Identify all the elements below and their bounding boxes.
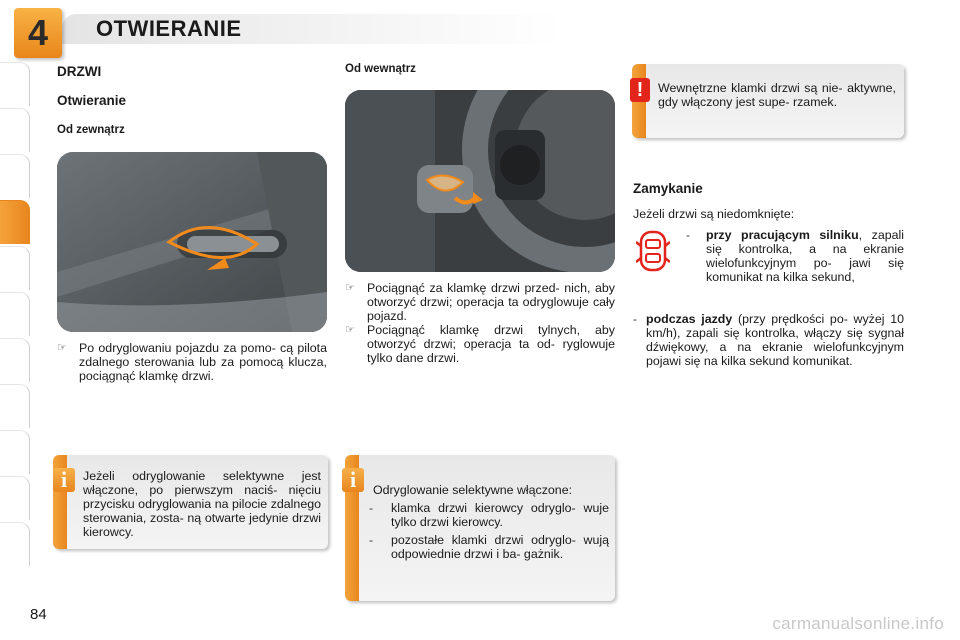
side-tab-1[interactable]	[0, 62, 30, 106]
dash-marker: -	[369, 501, 373, 515]
inside-bullet-front	[345, 281, 615, 323]
closing-item-driving-text: (przy prędkości po- wyżej 10 km/h), zapali się kontrolka, włączy się sygnał dźwiękowy, a na ekranie wielofunkcyjnym pojawi się na kilka sekund komunikat.	[646, 312, 904, 368]
closing-item-driving	[633, 312, 904, 368]
page-title: OTWIERANIE	[96, 16, 242, 41]
door-open-warning-icon	[636, 230, 670, 272]
dash-marker: -	[369, 533, 373, 547]
info-item-others	[369, 533, 609, 561]
side-tab-3[interactable]	[0, 154, 30, 198]
exterior-door-handle-image	[57, 152, 327, 332]
pointing-hand-icon: ☞	[345, 282, 355, 294]
side-tab-10[interactable]	[0, 476, 30, 520]
outside-bullet-text: Po odryglowaniu pojazdu za pomo- cą pilota zdalnego sterowania lub za pomocą klucza, pociągnąć klamkę drzwi.	[79, 341, 327, 383]
closing-item-engine	[686, 228, 904, 284]
section-title: DRZWI	[57, 64, 102, 79]
inside-bullet-rear-text: Pociągnąć klamkę drzwi tylnych, aby otworzyć drzwi; operacja ta od- ryglowuje tylko dane drzwi.	[367, 323, 615, 365]
side-tab-2[interactable]	[0, 108, 30, 152]
chapter-number: 4	[27, 12, 49, 53]
chapter-tab	[14, 8, 62, 58]
pointing-hand-icon: ☞	[345, 324, 355, 336]
interior-door-handle-image	[345, 90, 615, 272]
page-number: 84	[30, 606, 47, 623]
info-item-driver-text: klamka drzwi kierowcy odryglo- wuje tylko drzwi kierowcy.	[391, 501, 609, 529]
side-tab-8[interactable]	[0, 384, 30, 428]
inside-bullet-front-text: Pociągnąć za klamkę drzwi przed- nich, aby otworzyć drzwi; operacja ta odryglowuje cały pojazd.	[367, 281, 615, 323]
from-outside-heading: Od zewnątrz	[57, 124, 125, 136]
side-tab-11[interactable]	[0, 522, 30, 566]
info-box-selective	[53, 455, 328, 549]
watermark: carmanualsonline.info	[772, 614, 944, 633]
side-tab-5[interactable]	[0, 246, 30, 290]
side-tab-7[interactable]	[0, 338, 30, 382]
warning-box-superlock	[632, 64, 904, 138]
warning-text: Wewnętrzne klamki drzwi są nie- aktywne, gdy włączony jest supe- rzamek.	[658, 81, 896, 109]
closing-item-driving-bold: podczas jazdy	[646, 312, 733, 326]
door-exterior-illustration	[57, 152, 327, 332]
info-box-selective-enabled	[345, 455, 615, 601]
info-item-driver	[369, 501, 609, 529]
info-box-text: Jeżeli odryglowanie selektywne jest włączone, po pierwszym naciś- nięciu przycisku odryglowania na pilocie zdalnego sterowania, zosta- ną otwarte jedynie drzwi kierowcy.	[83, 469, 321, 539]
door-interior-illustration	[345, 90, 615, 272]
side-tab-4-active[interactable]	[0, 200, 30, 244]
warning-icon: !	[630, 78, 650, 102]
from-inside-heading: Od wewnątrz	[345, 63, 416, 75]
inside-bullet-rear	[345, 323, 615, 365]
outside-bullet	[57, 341, 327, 383]
closing-item-engine-bold: przy pracującym silniku	[706, 228, 859, 242]
closing-intro: Jeżeli drzwi są niedomknięte:	[633, 207, 795, 221]
dash-marker: -	[686, 228, 690, 242]
info-icon: i	[342, 468, 364, 492]
info-item-others-text: pozostałe klamki drzwi odryglo- wują odpowiednie drzwi i ba- gażnik.	[391, 533, 609, 561]
closing-item-engine-text: , zapali się kontrolka, a na ekranie wielofunkcyjnym po- jawi się komunikat na kilka sekund,	[706, 228, 904, 284]
side-tab-9[interactable]	[0, 430, 30, 474]
side-tab-6[interactable]	[0, 292, 30, 336]
dash-marker: -	[633, 312, 637, 326]
info-title: Odryglowanie selektywne włączone:	[373, 483, 573, 497]
closing-title: Zamykanie	[633, 181, 703, 196]
info-icon: i	[53, 468, 75, 492]
pointing-hand-icon: ☞	[57, 342, 67, 354]
subsection-title: Otwieranie	[57, 93, 127, 108]
